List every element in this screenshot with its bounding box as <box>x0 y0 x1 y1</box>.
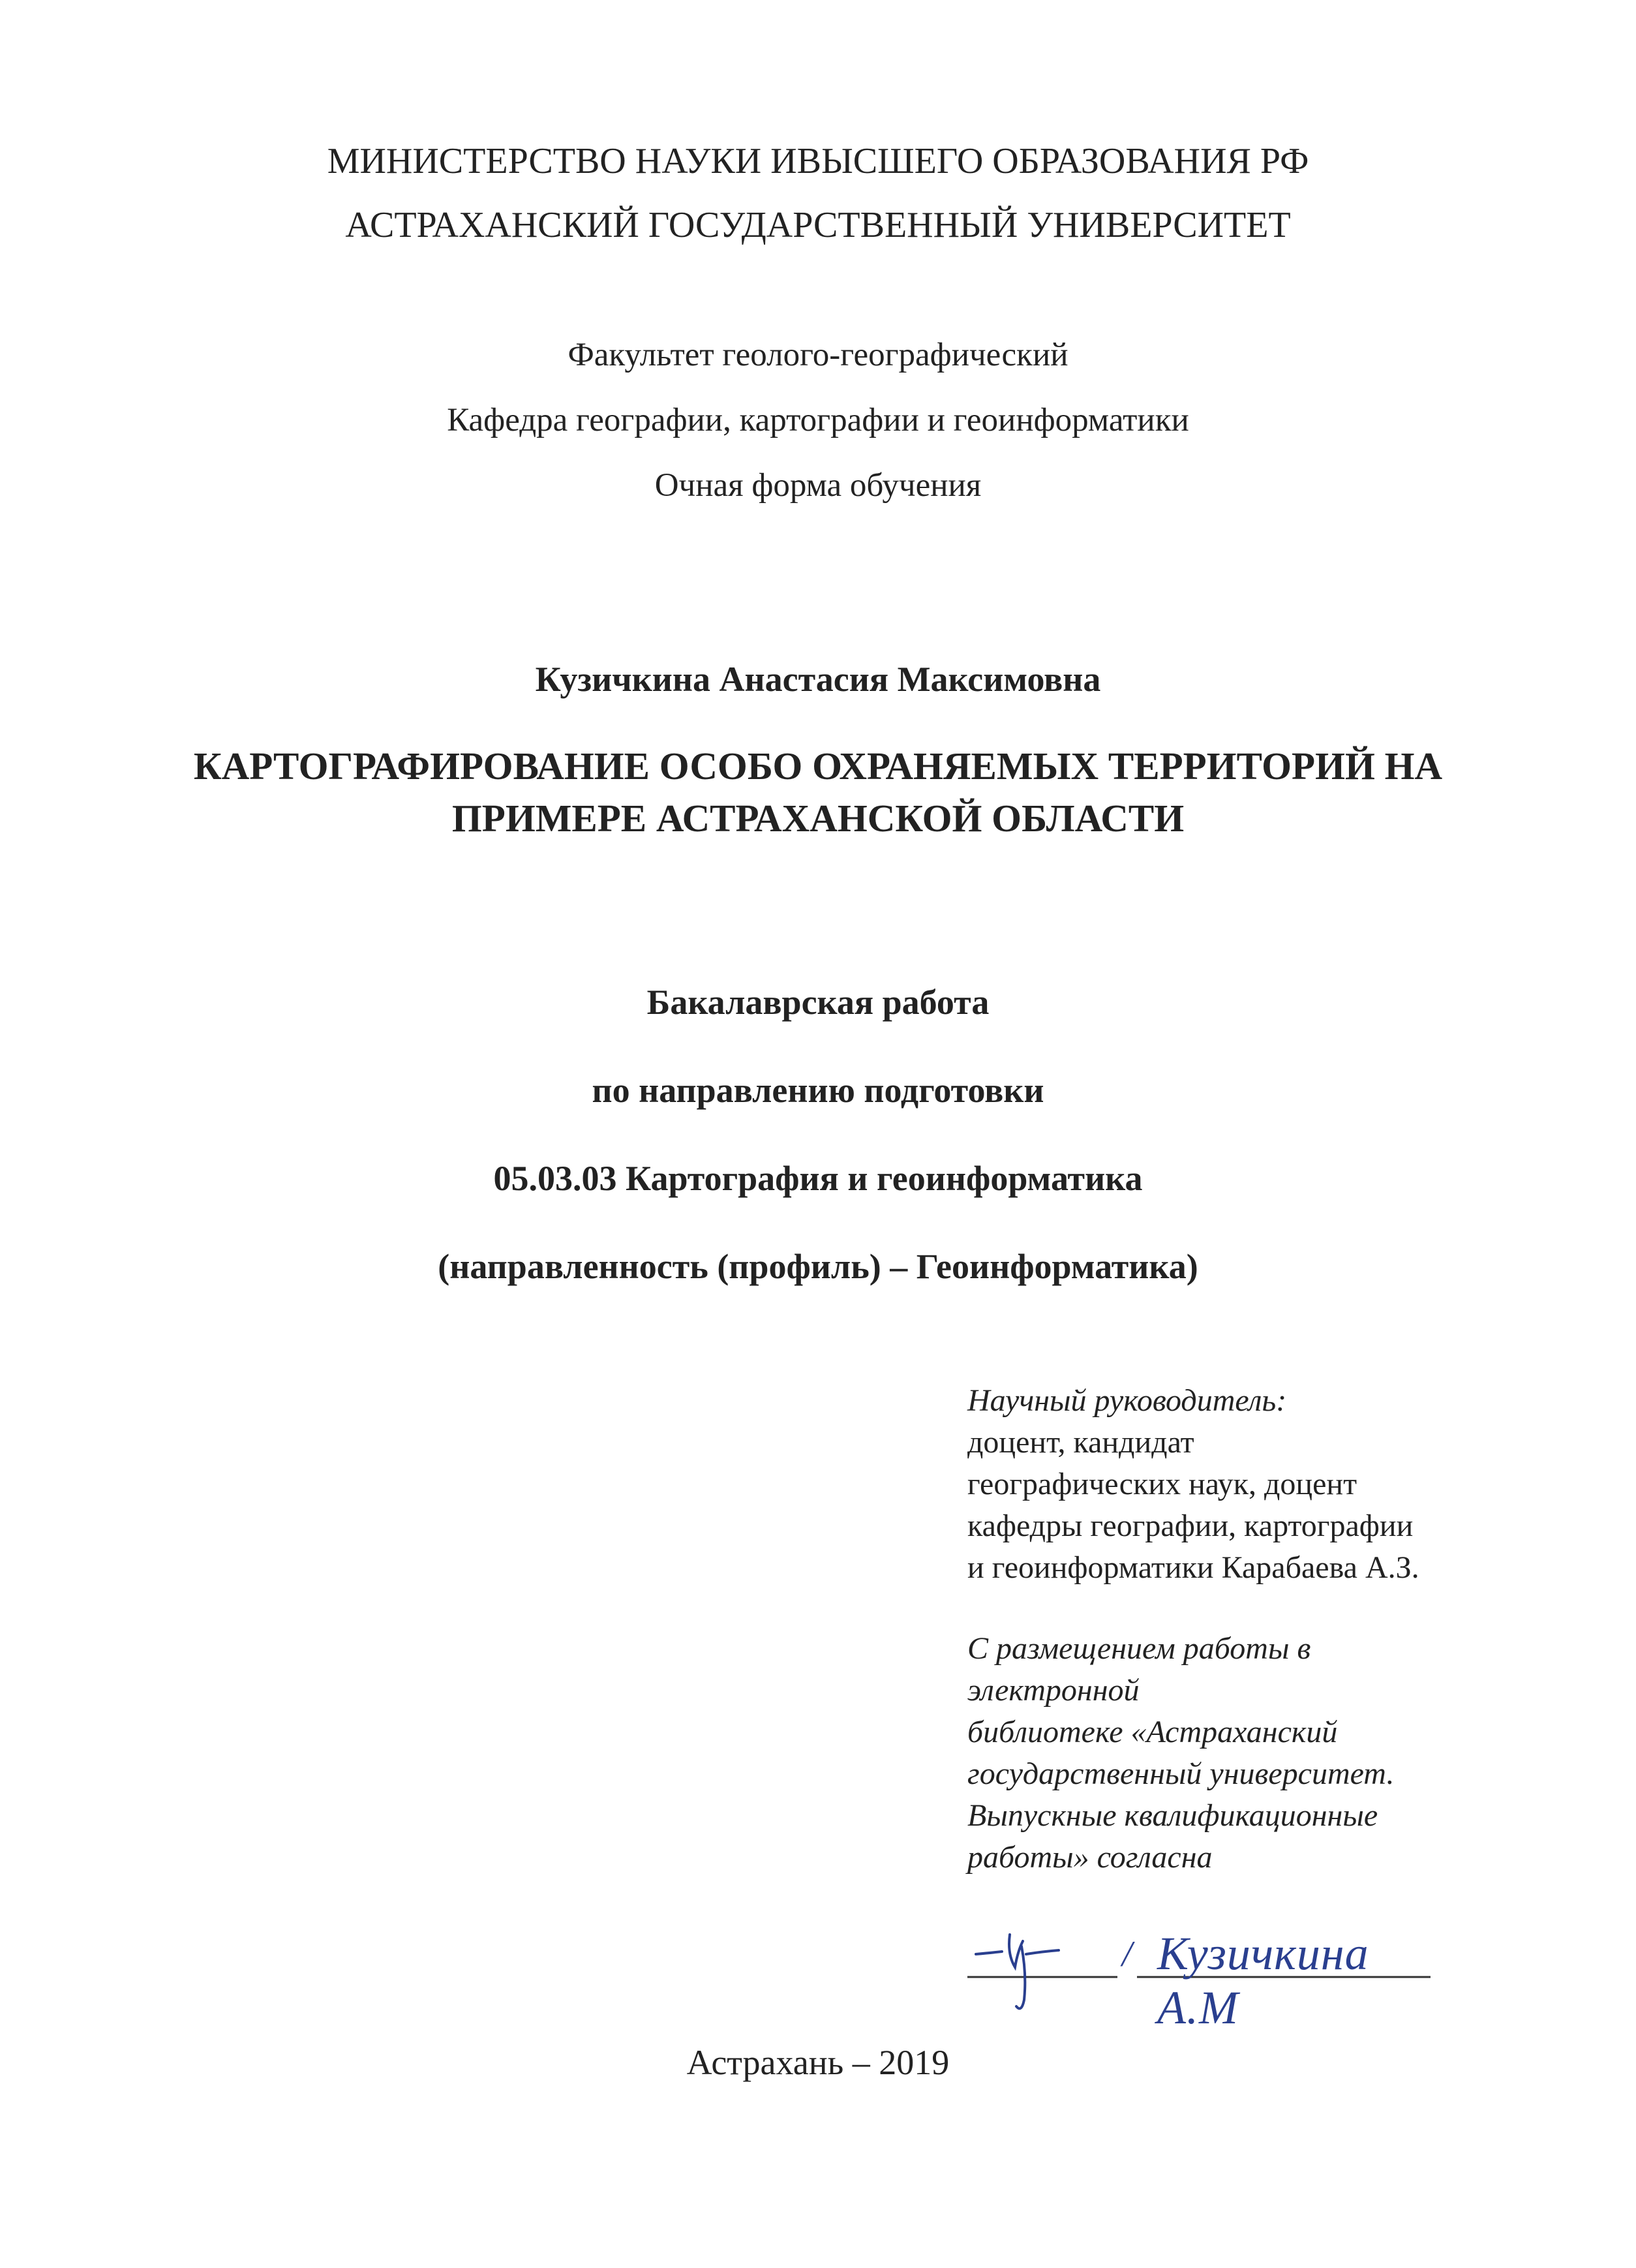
consent-block <box>967 1628 1489 1878</box>
university-heading: АСТРАХАНСКИЙ ГОСУДАРСТВЕННЫЙ УНИВЕРСИТЕТ <box>345 205 1291 245</box>
consent-line: электронной <box>967 1673 1140 1708</box>
direction-label: по направлению подготовки <box>592 1071 1044 1110</box>
direction-code: 05.03.03 Картография и геоинформатика <box>493 1159 1143 1198</box>
thesis-title-line-1: КАРТОГРАФИРОВАНИЕ ОСОБО ОХРАНЯЕМЫХ ТЕРРИТОРИЙ НА <box>193 744 1443 788</box>
faculty-line: Факультет геолого-географический <box>568 337 1068 373</box>
supervisor-line: географических наук, доцент <box>967 1467 1357 1501</box>
author-name: Кузичкина Анастасия Максимовна <box>535 660 1101 699</box>
signature-separator: / <box>1122 1934 1132 1974</box>
supervisor-label: Научный руководитель: <box>967 1383 1287 1418</box>
consent-line: работы» согласна <box>967 1840 1213 1875</box>
chair-line: Кафедра географии, картографии и геоинформатики <box>447 402 1189 438</box>
signature-area <box>964 1908 1434 2034</box>
consent-line: библиотеке «Астраханский <box>967 1715 1338 1749</box>
city-year: Астрахань – 2019 <box>686 2043 950 2082</box>
thesis-title-line-2: ПРИМЕРЕ АСТРАХАНСКОЙ ОБЛАСТИ <box>451 797 1185 840</box>
supervisor-block <box>967 1380 1489 1589</box>
study-form-line: Очная форма обучения <box>654 467 982 504</box>
handwritten-name: Кузичкина А.М <box>1157 1927 1369 2034</box>
work-type: Бакалаврская работа <box>646 983 990 1022</box>
supervisor-line: доцент, кандидат <box>967 1425 1194 1460</box>
ministry-heading: МИНИСТЕРСТВО НАУКИ ИВЫСШЕГО ОБРАЗОВАНИЯ РФ <box>327 141 1309 181</box>
consent-line: государственный университет. <box>967 1756 1395 1791</box>
handwritten-signature <box>976 1935 1059 2008</box>
supervisor-line: кафедры географии, картографии <box>967 1509 1414 1543</box>
supervisor-line: и геоинформатики Карабаева А.З. <box>967 1550 1419 1585</box>
consent-line: С размещением работы в <box>967 1631 1311 1666</box>
profile-line: (направленность (профиль) – Геоинформатика) <box>438 1247 1198 1286</box>
consent-line: Выпускные квалификационные <box>967 1798 1378 1833</box>
